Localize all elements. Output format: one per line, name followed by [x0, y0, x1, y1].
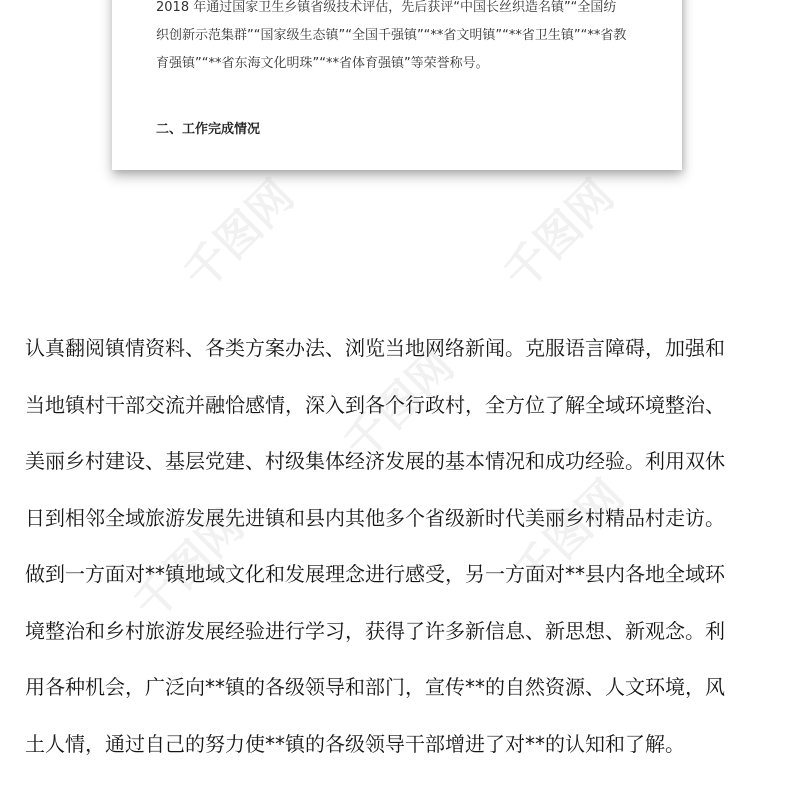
watermark: 千图网 — [334, 340, 464, 470]
paragraph-line: 用各种机会，广泛向**镇的各级领导和部门，宣传**的自然资源、人文环境，风 — [25, 675, 725, 699]
paragraph-line: 境整治和乡村旅游发展经验进行学习，获得了许多新信息、新思想、新观念。利 — [25, 618, 725, 643]
paragraph-line: 日到相邻全域旅游发展先进镇和县内其他多个省级新时代美丽乡村精品村走访。 — [25, 505, 725, 530]
paragraph-line: 认真翻阅镇情资料、各类方案办法、浏览当地网络新闻。克服语言障碍，加强和 — [25, 336, 725, 360]
watermark: 千图网 — [494, 170, 624, 300]
section-heading: 二、工作完成情况 — [156, 122, 261, 137]
paragraph-line: 美丽乡村建设、基层党建、村级集体经济发展的基本情况和成功经验。利用双休 — [25, 449, 725, 473]
watermark: 千图网 — [174, 170, 304, 300]
card-paragraph: 2018 年通过国家卫生乡镇省级技术评估，先后获评“中国长丝织造名镇”“全国纺 织创新示范集群”“国家级生态镇”“全国千强镇”“**省文明镇”“**省卫生镇”“**省教 育强镇”“**省东海文化明珠”“**省体育强镇”等荣誉称号。 — [156, 0, 627, 71]
paragraph-line: 当地镇村干部交流并融恰感情，深入到各个行政村，全方位了解全域环境整治、 — [25, 392, 725, 417]
watermark: 千图网 — [124, 500, 254, 630]
paragraph-line: 土人情，通过自己的努力使**镇的各级领导干部增进了对**的认知和了解。 — [25, 731, 685, 756]
watermark: 千图网 — [504, 470, 634, 600]
body-paragraph — [25, 320, 785, 772]
paragraph-line: 做到一方面对**镇地域文化和发展理念进行感受，另一方面对**县内各地全域环 — [25, 562, 725, 586]
